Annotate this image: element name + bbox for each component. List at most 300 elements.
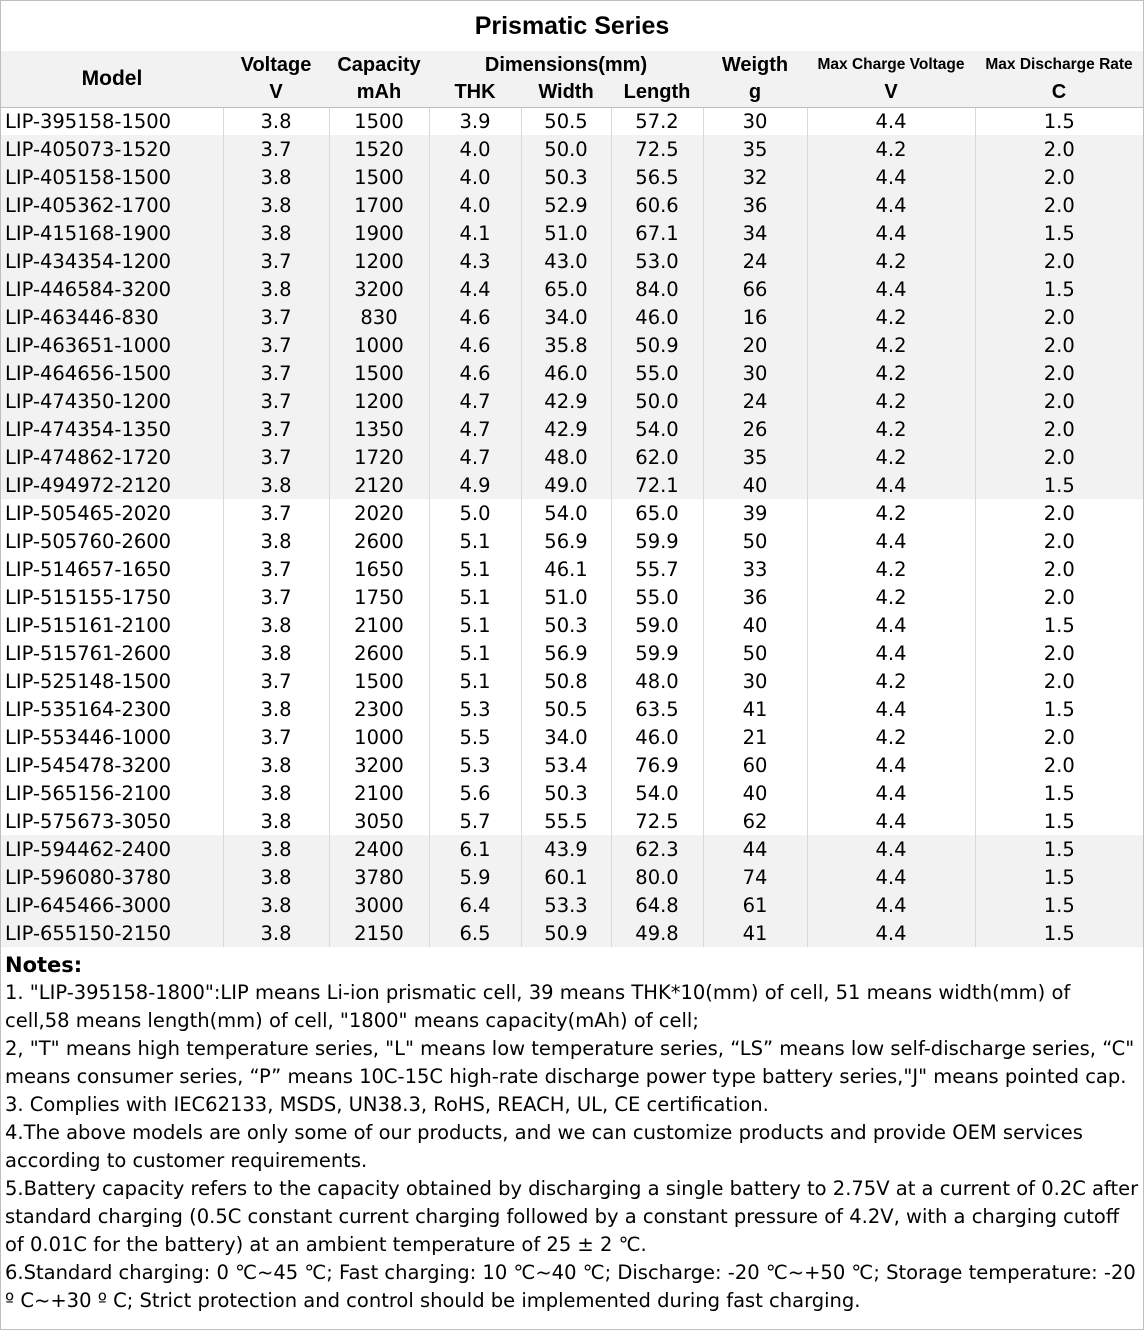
cell-weight: 33 — [703, 555, 807, 583]
cell-width: 50.3 — [521, 611, 611, 639]
cell-max-discharge-rate: 1.5 — [975, 863, 1143, 891]
cell-max-discharge-rate: 2.0 — [975, 639, 1143, 667]
table-row — [1, 891, 1143, 919]
cell-model: LIP-565156-2100 — [5, 781, 172, 805]
header-capacity: Capacity — [329, 51, 429, 79]
cell-weight: 21 — [703, 723, 807, 751]
cell-voltage: 3.8 — [223, 527, 329, 555]
cell-thk: 4.6 — [429, 359, 521, 387]
cell-capacity: 2600 — [329, 639, 429, 667]
cell-thk: 3.9 — [429, 107, 521, 135]
table-row — [1, 779, 1143, 807]
cell-max-charge-voltage: 4.2 — [807, 667, 975, 695]
table-row — [1, 695, 1143, 723]
cell-max-charge-voltage: 4.4 — [807, 863, 975, 891]
header-max-charge-voltage: Max Charge Voltage — [807, 51, 975, 79]
cell-max-discharge-rate: 2.0 — [975, 163, 1143, 191]
cell-thk: 5.5 — [429, 723, 521, 751]
cell-max-discharge-rate: 1.5 — [975, 835, 1143, 863]
cell-thk: 5.3 — [429, 751, 521, 779]
cell-max-charge-voltage: 4.2 — [807, 359, 975, 387]
cell-voltage: 3.8 — [223, 107, 329, 135]
note-item: 1. "LIP-395158-1800":LIP means Li-ion prismatic cell, 39 means THK*10(mm) of cell, 51 means width(mm) of cell,58 means length(mm) of cell, "1800" means capacity(mAh) of cell; — [5, 981, 1071, 1032]
cell-length: 46.0 — [611, 303, 703, 331]
cell-weight: 60 — [703, 751, 807, 779]
cell-thk: 5.1 — [429, 583, 521, 611]
cell-max-discharge-rate: 2.0 — [975, 331, 1143, 359]
cell-voltage: 3.8 — [223, 163, 329, 191]
cell-max-charge-voltage: 4.2 — [807, 499, 975, 527]
cell-width: 34.0 — [521, 723, 611, 751]
cell-max-charge-voltage: 4.2 — [807, 723, 975, 751]
cell-model: LIP-405362-1700 — [1, 191, 223, 219]
cell-max-discharge-rate: 2.0 — [975, 359, 1143, 387]
table-row — [1, 331, 1143, 359]
table-row — [1, 359, 1143, 387]
cell-max-discharge-rate: 1.5 — [975, 807, 1143, 835]
cell-max-charge-voltage: 4.4 — [807, 191, 975, 219]
cell-capacity: 1700 — [329, 191, 429, 219]
cell-thk: 4.7 — [429, 443, 521, 471]
cell-model: LIP-525148-1500 — [5, 669, 172, 693]
cell-weight: 40 — [703, 779, 807, 807]
cell-model: LIP-464656-1500 — [1, 359, 223, 387]
cell-capacity: 1000 — [329, 331, 429, 359]
cell-model: LIP-474350-1200 — [1, 387, 223, 415]
cell-model: LIP-514657-1650 — [5, 557, 172, 581]
cell-max-charge-voltage: 4.4 — [807, 471, 975, 499]
cell-voltage: 3.7 — [223, 303, 329, 331]
cell-max-charge-voltage: 4.4 — [807, 835, 975, 863]
cell-voltage: 3.7 — [223, 723, 329, 751]
cell-width: 56.9 — [521, 527, 611, 555]
cell-model: LIP-405073-1520 — [1, 135, 223, 163]
cell-weight: 20 — [703, 331, 807, 359]
cell-max-discharge-rate: 2.0 — [975, 667, 1143, 695]
table-row — [1, 275, 1143, 303]
cell-thk: 4.4 — [429, 275, 521, 303]
cell-width: 56.9 — [521, 639, 611, 667]
cell-length: 62.3 — [611, 835, 703, 863]
cell-weight: 62 — [703, 807, 807, 835]
table-row — [1, 443, 1143, 471]
cell-length: 84.0 — [611, 275, 703, 303]
cell-voltage: 3.7 — [223, 667, 329, 695]
cell-max-discharge-rate: 2.0 — [975, 583, 1143, 611]
cell-thk: 5.1 — [429, 527, 521, 555]
cell-capacity: 1350 — [329, 415, 429, 443]
cell-thk: 6.1 — [429, 835, 521, 863]
cell-max-discharge-rate: 2.0 — [975, 555, 1143, 583]
cell-length: 48.0 — [611, 667, 703, 695]
cell-width: 46.0 — [521, 359, 611, 387]
cell-max-discharge-rate: 2.0 — [975, 723, 1143, 751]
cell-width: 50.3 — [521, 163, 611, 191]
cell-weight: 16 — [703, 303, 807, 331]
cell-length: 55.7 — [611, 555, 703, 583]
cell-max-discharge-rate: 1.5 — [975, 891, 1143, 919]
cell-width: 43.0 — [521, 247, 611, 275]
cell-model: LIP-446584-3200 — [1, 275, 223, 303]
cell-max-charge-voltage: 4.2 — [807, 387, 975, 415]
cell-weight: 35 — [703, 443, 807, 471]
cell-width: 55.5 — [521, 807, 611, 835]
cell-length: 50.0 — [611, 387, 703, 415]
cell-voltage: 3.8 — [223, 751, 329, 779]
cell-max-discharge-rate: 1.5 — [975, 471, 1143, 499]
cell-capacity: 1650 — [329, 555, 429, 583]
header-weight: Weigth — [703, 51, 807, 79]
cell-thk: 4.0 — [429, 135, 521, 163]
cell-capacity: 3050 — [329, 807, 429, 835]
cell-thk: 4.6 — [429, 303, 521, 331]
cell-weight: 40 — [703, 611, 807, 639]
cell-voltage: 3.8 — [223, 863, 329, 891]
table-row — [1, 919, 1143, 947]
cell-model: LIP-474354-1350 — [1, 415, 223, 443]
cell-model: LIP-515155-1750 — [5, 585, 172, 609]
cell-capacity: 1000 — [329, 723, 429, 751]
spec-table — [1, 51, 1143, 947]
cell-voltage: 3.7 — [223, 247, 329, 275]
cell-model: LIP-434354-1200 — [1, 247, 223, 275]
cell-thk: 5.3 — [429, 695, 521, 723]
cell-voltage: 3.7 — [223, 499, 329, 527]
cell-length: 67.1 — [611, 219, 703, 247]
cell-weight: 41 — [703, 919, 807, 947]
table-row — [1, 163, 1143, 191]
table-row — [1, 639, 1143, 667]
cell-voltage: 3.7 — [223, 415, 329, 443]
cell-length: 50.9 — [611, 331, 703, 359]
table-row — [1, 191, 1143, 219]
table-row — [1, 107, 1143, 135]
cell-max-discharge-rate: 2.0 — [975, 135, 1143, 163]
cell-length: 59.9 — [611, 639, 703, 667]
cell-max-charge-voltage: 4.2 — [807, 555, 975, 583]
cell-length: 54.0 — [611, 415, 703, 443]
cell-thk: 5.1 — [429, 611, 521, 639]
cell-voltage: 3.7 — [223, 331, 329, 359]
cell-weight: 24 — [703, 387, 807, 415]
cell-thk: 5.6 — [429, 779, 521, 807]
cell-weight: 36 — [703, 191, 807, 219]
cell-capacity: 2120 — [329, 471, 429, 499]
cell-weight: 26 — [703, 415, 807, 443]
cell-length: 59.9 — [611, 527, 703, 555]
cell-voltage: 3.8 — [223, 919, 329, 947]
cell-width: 43.9 — [521, 835, 611, 863]
cell-length: 80.0 — [611, 863, 703, 891]
cell-max-discharge-rate: 2.0 — [975, 387, 1143, 415]
cell-model: LIP-515761-2600 — [5, 641, 172, 665]
cell-voltage: 3.8 — [223, 779, 329, 807]
cell-capacity: 1500 — [329, 359, 429, 387]
cell-capacity: 830 — [329, 303, 429, 331]
note-item: 5.Battery capacity refers to the capacity obtained by discharging a single battery to 2.75V at a current of 0.2C after standard charging (0.5C constant current charging followed by a constant pressure of 4.2V, with a charging cutoff of 0.01C for the battery) at an ambient temperature of 25 ± 2 ℃. — [5, 1177, 1139, 1256]
cell-weight: 24 — [703, 247, 807, 275]
note-item: 2, "T" means high temperature series, "L" means low temperature series, “LS” means low self-discharge series, “C" means consumer series, “P” means 10C-15C high-rate discharge power type battery series,"J" means pointed cap. — [5, 1037, 1135, 1088]
cell-thk: 4.7 — [429, 415, 521, 443]
cell-capacity: 2600 — [329, 527, 429, 555]
cell-width: 50.3 — [521, 779, 611, 807]
cell-max-charge-voltage: 4.2 — [807, 331, 975, 359]
cell-voltage: 3.8 — [223, 639, 329, 667]
cell-voltage: 3.7 — [223, 555, 329, 583]
cell-width: 54.0 — [521, 499, 611, 527]
notes-section — [1, 947, 1143, 1315]
cell-model: LIP-596080-3780 — [1, 863, 223, 891]
cell-model: LIP-553446-1000 — [5, 725, 172, 749]
cell-capacity: 1500 — [329, 667, 429, 695]
header-width: Width — [521, 79, 611, 107]
cell-model: LIP-645466-3000 — [1, 891, 223, 919]
cell-voltage: 3.8 — [223, 807, 329, 835]
cell-width: 34.0 — [521, 303, 611, 331]
cell-weight: 74 — [703, 863, 807, 891]
cell-max-discharge-rate: 2.0 — [975, 527, 1143, 555]
cell-length: 53.0 — [611, 247, 703, 275]
cell-max-charge-voltage: 4.4 — [807, 527, 975, 555]
cell-model: LIP-463446-830 — [1, 303, 223, 331]
table-row — [1, 835, 1143, 863]
cell-width: 52.9 — [521, 191, 611, 219]
cell-weight: 66 — [703, 275, 807, 303]
cell-length: 65.0 — [611, 499, 703, 527]
cell-thk: 4.9 — [429, 471, 521, 499]
cell-weight: 35 — [703, 135, 807, 163]
page-title: Prismatic Series — [474, 12, 670, 40]
cell-thk: 4.1 — [429, 219, 521, 247]
cell-model: LIP-515161-2100 — [5, 613, 172, 637]
cell-length: 60.6 — [611, 191, 703, 219]
cell-thk: 4.7 — [429, 387, 521, 415]
cell-voltage: 3.8 — [223, 219, 329, 247]
cell-voltage: 3.7 — [223, 135, 329, 163]
cell-model: LIP-405158-1500 — [1, 163, 223, 191]
table-row — [1, 667, 1143, 695]
cell-width: 51.0 — [521, 583, 611, 611]
table-row — [1, 807, 1143, 835]
cell-length: 55.0 — [611, 583, 703, 611]
cell-model: LIP-545478-3200 — [5, 753, 172, 777]
cell-max-discharge-rate: 2.0 — [975, 303, 1143, 331]
table-row — [1, 387, 1143, 415]
cell-model: LIP-594462-2400 — [1, 835, 223, 863]
cell-width: 65.0 — [521, 275, 611, 303]
table-row — [1, 751, 1143, 779]
cell-weight: 34 — [703, 219, 807, 247]
table-row — [1, 415, 1143, 443]
cell-max-discharge-rate: 2.0 — [975, 443, 1143, 471]
header-max-discharge-unit: C — [975, 79, 1143, 107]
cell-length: 72.5 — [611, 135, 703, 163]
header-weight-unit: g — [703, 79, 807, 107]
cell-width: 50.8 — [521, 667, 611, 695]
cell-capacity: 2100 — [329, 779, 429, 807]
cell-thk: 5.7 — [429, 807, 521, 835]
cell-capacity: 1200 — [329, 387, 429, 415]
cell-length: 59.0 — [611, 611, 703, 639]
cell-width: 35.8 — [521, 331, 611, 359]
cell-thk: 5.1 — [429, 555, 521, 583]
cell-weight: 50 — [703, 639, 807, 667]
cell-weight: 32 — [703, 163, 807, 191]
cell-capacity: 1500 — [329, 163, 429, 191]
cell-max-discharge-rate: 2.0 — [975, 415, 1143, 443]
cell-max-charge-voltage: 4.2 — [807, 303, 975, 331]
cell-max-charge-voltage: 4.4 — [807, 163, 975, 191]
cell-voltage: 3.8 — [223, 891, 329, 919]
cell-max-charge-voltage: 4.4 — [807, 919, 975, 947]
header-thk: THK — [429, 79, 521, 107]
cell-weight: 40 — [703, 471, 807, 499]
cell-max-charge-voltage: 4.4 — [807, 219, 975, 247]
cell-length: 54.0 — [611, 779, 703, 807]
cell-max-charge-voltage: 4.2 — [807, 415, 975, 443]
cell-max-discharge-rate: 1.5 — [975, 219, 1143, 247]
cell-capacity: 3200 — [329, 751, 429, 779]
header-max-discharge-rate: Max Discharge Rate — [975, 51, 1143, 79]
cell-max-discharge-rate: 1.5 — [975, 611, 1143, 639]
cell-voltage: 3.8 — [223, 695, 329, 723]
cell-capacity: 1520 — [329, 135, 429, 163]
cell-max-discharge-rate: 2.0 — [975, 751, 1143, 779]
cell-voltage: 3.8 — [223, 275, 329, 303]
cell-width: 50.5 — [521, 695, 611, 723]
cell-width: 49.0 — [521, 471, 611, 499]
cell-max-charge-voltage: 4.4 — [807, 275, 975, 303]
cell-voltage: 3.7 — [223, 583, 329, 611]
table-header — [1, 51, 1143, 107]
cell-length: 72.5 — [611, 807, 703, 835]
cell-max-charge-voltage: 4.2 — [807, 135, 975, 163]
cell-width: 42.9 — [521, 387, 611, 415]
cell-thk: 4.0 — [429, 163, 521, 191]
cell-max-discharge-rate: 2.0 — [975, 191, 1143, 219]
cell-capacity: 1500 — [329, 107, 429, 135]
cell-length: 62.0 — [611, 443, 703, 471]
cell-capacity: 3000 — [329, 891, 429, 919]
cell-capacity: 2300 — [329, 695, 429, 723]
cell-capacity: 1750 — [329, 583, 429, 611]
table-row — [1, 555, 1143, 583]
cell-capacity: 3780 — [329, 863, 429, 891]
cell-length: 76.9 — [611, 751, 703, 779]
cell-voltage: 3.8 — [223, 191, 329, 219]
cell-max-discharge-rate: 1.5 — [975, 779, 1143, 807]
cell-thk: 5.9 — [429, 863, 521, 891]
cell-length: 64.8 — [611, 891, 703, 919]
cell-max-discharge-rate: 1.5 — [975, 919, 1143, 947]
cell-voltage: 3.8 — [223, 471, 329, 499]
cell-model: LIP-474862-1720 — [1, 443, 223, 471]
cell-weight: 61 — [703, 891, 807, 919]
cell-model: LIP-505760-2600 — [5, 529, 172, 553]
cell-width: 60.1 — [521, 863, 611, 891]
cell-max-charge-voltage: 4.2 — [807, 583, 975, 611]
cell-width: 50.9 — [521, 919, 611, 947]
cell-thk: 4.0 — [429, 191, 521, 219]
cell-length: 56.5 — [611, 163, 703, 191]
cell-max-discharge-rate: 1.5 — [975, 695, 1143, 723]
cell-weight: 36 — [703, 583, 807, 611]
header-model: Model — [1, 51, 223, 107]
cell-model: LIP-655150-2150 — [1, 919, 223, 947]
cell-max-charge-voltage: 4.4 — [807, 807, 975, 835]
note-item: 4.The above models are only some of our products, and we can customize products and provide OEM services according to customer requirements. — [5, 1121, 1083, 1172]
cell-capacity: 2020 — [329, 499, 429, 527]
table-row — [1, 499, 1143, 527]
cell-capacity: 1900 — [329, 219, 429, 247]
cell-max-discharge-rate: 2.0 — [975, 247, 1143, 275]
header-dimensions: Dimensions(mm) — [429, 51, 703, 79]
cell-weight: 41 — [703, 695, 807, 723]
cell-length: 49.8 — [611, 919, 703, 947]
cell-voltage: 3.7 — [223, 443, 329, 471]
cell-voltage: 3.7 — [223, 387, 329, 415]
cell-max-discharge-rate: 1.5 — [975, 275, 1143, 303]
table-row — [1, 723, 1143, 751]
cell-thk: 5.1 — [429, 667, 521, 695]
table-row — [1, 611, 1143, 639]
table-row — [1, 527, 1143, 555]
cell-thk: 6.5 — [429, 919, 521, 947]
header-voltage-unit: V — [223, 79, 329, 107]
cell-max-charge-voltage: 4.2 — [807, 443, 975, 471]
cell-max-discharge-rate: 2.0 — [975, 499, 1143, 527]
cell-weight: 30 — [703, 667, 807, 695]
header-capacity-unit: mAh — [329, 79, 429, 107]
cell-max-discharge-rate: 1.5 — [975, 107, 1143, 135]
cell-thk: 5.1 — [429, 639, 521, 667]
notes-heading: Notes: — [5, 953, 83, 977]
cell-voltage: 3.7 — [223, 359, 329, 387]
cell-capacity: 1720 — [329, 443, 429, 471]
cell-capacity: 3200 — [329, 275, 429, 303]
header-max-charge-unit: V — [807, 79, 975, 107]
cell-voltage: 3.8 — [223, 835, 329, 863]
cell-model: LIP-463651-1000 — [1, 331, 223, 359]
cell-model: LIP-575673-3050 — [5, 809, 172, 833]
cell-model: LIP-535164-2300 — [5, 697, 172, 721]
cell-length: 46.0 — [611, 723, 703, 751]
cell-width: 42.9 — [521, 415, 611, 443]
cell-model: LIP-494972-2120 — [1, 471, 223, 499]
note-item: 6.Standard charging: 0 ℃~45 ℃; Fast charging: 10 ℃~40 ℃; Discharge: -20 ℃~+50 ℃; Storage temperature: -20 º C~+30 º C; Strict protection and control should be implemented during fast charging. — [5, 1261, 1136, 1312]
cell-weight: 44 — [703, 835, 807, 863]
table-body — [1, 107, 1143, 947]
cell-weight: 50 — [703, 527, 807, 555]
cell-model: LIP-395158-1500 — [1, 107, 223, 135]
cell-length: 55.0 — [611, 359, 703, 387]
cell-weight: 30 — [703, 107, 807, 135]
note-item: 3. Complies with IEC62133, MSDS, UN38.3, RoHS, REACH, UL, CE certification. — [5, 1093, 769, 1116]
cell-capacity: 1200 — [329, 247, 429, 275]
table-row — [1, 863, 1143, 891]
cell-max-charge-voltage: 4.2 — [807, 247, 975, 275]
cell-width: 51.0 — [521, 219, 611, 247]
cell-weight: 39 — [703, 499, 807, 527]
cell-weight: 30 — [703, 359, 807, 387]
cell-width: 48.0 — [521, 443, 611, 471]
cell-length: 63.5 — [611, 695, 703, 723]
table-row — [1, 303, 1143, 331]
table-row — [1, 471, 1143, 499]
cell-length: 57.2 — [611, 107, 703, 135]
cell-max-charge-voltage: 4.4 — [807, 611, 975, 639]
cell-thk: 4.3 — [429, 247, 521, 275]
